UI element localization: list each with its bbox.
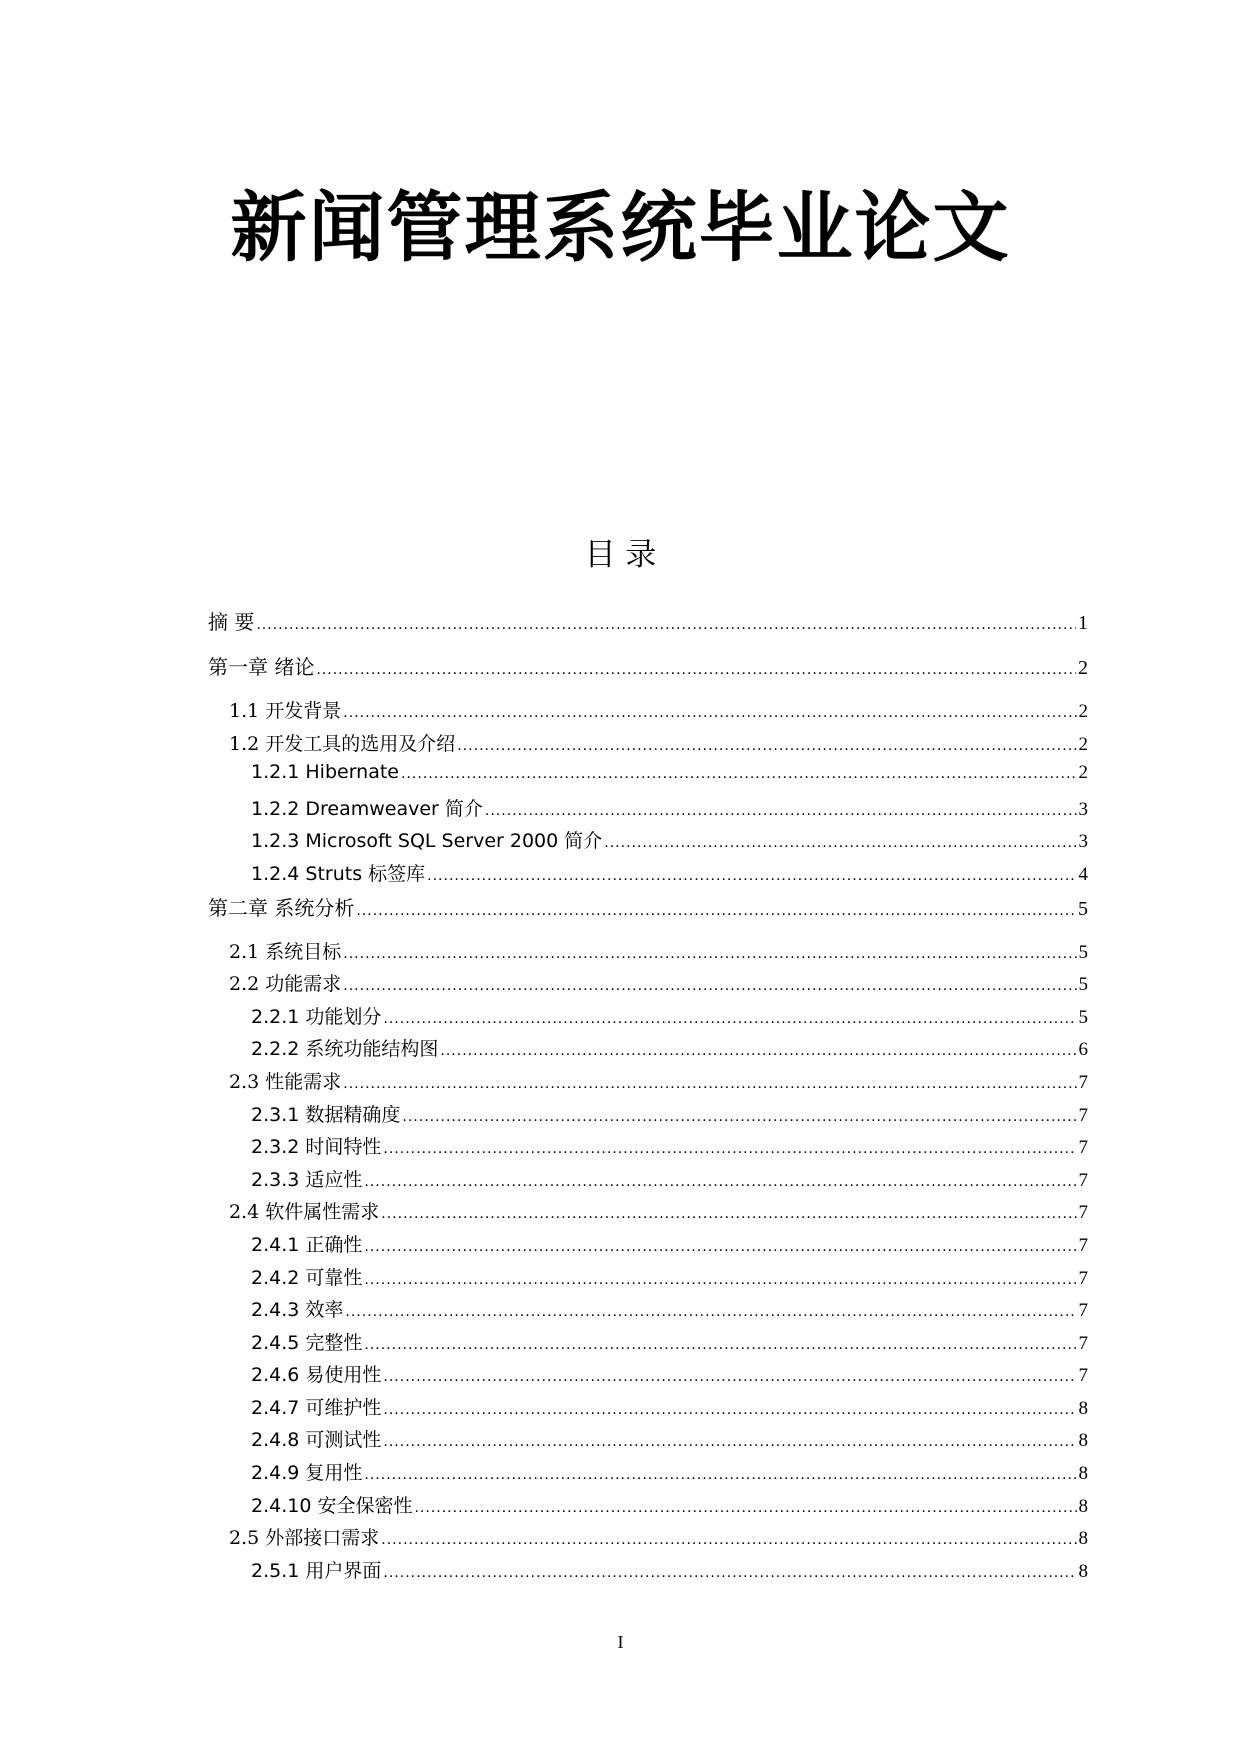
toc-leader-dots — [383, 1565, 1076, 1581]
toc-entry-page: 4 — [1078, 863, 1088, 885]
toc-heading: 目 录 — [584, 537, 657, 573]
toc-entry-label: 2.4 软件属性需求 — [229, 1201, 380, 1224]
toc-leader-dots — [256, 617, 1076, 633]
toc-entry[interactable] — [208, 1393, 1088, 1426]
toc-leader-dots — [364, 1467, 1076, 1483]
toc-entry[interactable] — [208, 1458, 1088, 1491]
toc-entry-label: 2.3 性能需求 — [229, 1070, 342, 1093]
toc-entry-label: 2.3.2 时间特性 — [251, 1136, 382, 1159]
toc-entry-label: 2.2.2 系统功能结构图 — [251, 1038, 439, 1061]
toc-entry-page: 8 — [1078, 1528, 1088, 1550]
toc-entry-page: 8 — [1078, 1430, 1088, 1452]
toc-leader-dots — [316, 662, 1076, 678]
toc-entry-page: 5 — [1078, 941, 1088, 963]
toc-entry[interactable] — [208, 1230, 1088, 1263]
toc-entry-label: 1.2.4 Struts 标签库 — [251, 862, 426, 885]
toc-entry[interactable] — [208, 1523, 1088, 1556]
toc-entry-label: 2.4.8 可测试性 — [251, 1429, 382, 1452]
toc-entry[interactable] — [208, 696, 1088, 729]
page-number: I — [617, 1632, 624, 1652]
toc-entry[interactable] — [208, 1425, 1088, 1458]
toc-entry[interactable] — [208, 1556, 1088, 1589]
toc-entry-label: 2.3.3 适应性 — [251, 1168, 363, 1191]
toc-entry-page: 7 — [1078, 1137, 1088, 1159]
toc-leader-dots — [364, 1174, 1076, 1190]
toc-entry[interactable] — [208, 969, 1088, 1002]
toc-entry[interactable] — [208, 937, 1088, 970]
toc-leader-dots — [402, 1109, 1076, 1125]
toc-entry-page: 5 — [1078, 974, 1088, 996]
toc-entry-page: 1 — [1078, 612, 1088, 634]
toc-leader-dots — [604, 835, 1076, 851]
toc-entry-label: 2.5 外部接口需求 — [229, 1527, 380, 1550]
toc-leader-dots — [485, 803, 1077, 819]
toc-entry-label: 2.4.10 安全保密性 — [251, 1494, 413, 1517]
toc-entry-label: 2.2 功能需求 — [229, 973, 342, 996]
toc-entry[interactable] — [208, 1360, 1088, 1393]
toc-entry-label: 2.4.9 复用性 — [251, 1462, 363, 1485]
toc-entry-label: 1.2.1 Hibernate — [251, 761, 400, 784]
toc-entry[interactable] — [208, 651, 1088, 696]
toc-leader-dots — [383, 1141, 1076, 1157]
toc-entry-label: 第一章 绪论 — [208, 655, 315, 679]
toc-entry[interactable] — [208, 1295, 1088, 1328]
toc-leader-dots — [343, 946, 1076, 962]
toc-entry[interactable] — [208, 1132, 1088, 1165]
toc-leader-dots — [440, 1043, 1076, 1059]
toc-entry[interactable] — [208, 1165, 1088, 1198]
toc-entry-page: 2 — [1078, 701, 1088, 722]
toc-entry-label: 第二章 系统分析 — [208, 895, 355, 920]
toc-entry-page: 7 — [1078, 1234, 1088, 1256]
table-of-contents — [208, 606, 1088, 1588]
toc-entry-label: 2.5.1 用户界面 — [251, 1559, 382, 1582]
toc-entry[interactable] — [208, 1034, 1088, 1067]
toc-entry-page: 7 — [1078, 1169, 1088, 1191]
toc-entry-page: 7 — [1078, 1071, 1088, 1093]
toc-entry-label: 摘 要 — [208, 610, 255, 634]
toc-leader-dots — [383, 1402, 1076, 1418]
toc-entry[interactable] — [208, 606, 1088, 651]
toc-entry-page: 5 — [1078, 897, 1088, 920]
toc-entry-page: 3 — [1078, 798, 1088, 820]
toc-entry-label: 2.3.1 数据精确度 — [251, 1103, 401, 1126]
toc-entry-page: 5 — [1078, 1006, 1088, 1028]
toc-entry-label: 2.4.1 正确性 — [251, 1233, 363, 1256]
toc-leader-dots — [345, 1304, 1076, 1320]
toc-entry-page: 7 — [1078, 1104, 1088, 1126]
toc-entry-page: 3 — [1078, 831, 1088, 853]
toc-leader-dots — [343, 978, 1076, 994]
toc-entry-page: 2 — [1078, 657, 1088, 679]
toc-entry[interactable] — [208, 1263, 1088, 1296]
toc-entry-page: 2 — [1078, 762, 1088, 784]
toc-entry-label: 2.2.1 功能划分 — [251, 1005, 382, 1028]
toc-entry-label: 2.4.5 完整性 — [251, 1331, 363, 1354]
toc-entry-page: 7 — [1078, 1365, 1088, 1387]
toc-leader-dots — [414, 1500, 1076, 1516]
document-title: 新闻管理系统毕业论文 — [230, 183, 1011, 272]
toc-leader-dots — [381, 1206, 1076, 1222]
toc-leader-dots — [383, 1011, 1076, 1027]
toc-entry-page: 8 — [1078, 1397, 1088, 1419]
toc-entry[interactable] — [208, 1197, 1088, 1230]
toc-entry[interactable] — [208, 729, 1088, 762]
toc-leader-dots — [364, 1272, 1076, 1288]
toc-leader-dots — [381, 1532, 1076, 1548]
toc-entry-page: 2 — [1078, 733, 1088, 755]
toc-leader-dots — [427, 868, 1076, 884]
toc-entry-label: 2.4.2 可靠性 — [251, 1266, 363, 1289]
toc-leader-dots — [401, 766, 1076, 782]
toc-entry-label: 1.2.3 Microsoft SQL Server 2000 简介 — [251, 830, 603, 853]
toc-entry-page: 8 — [1078, 1560, 1088, 1582]
toc-entry[interactable] — [208, 1491, 1088, 1524]
toc-leader-dots — [343, 705, 1076, 721]
toc-entry-page: 7 — [1078, 1332, 1088, 1354]
toc-entry-page: 8 — [1078, 1495, 1088, 1517]
toc-entry-label: 2.1 系统目标 — [229, 940, 342, 963]
toc-entry-page: 6 — [1078, 1039, 1088, 1061]
toc-entry-page: 7 — [1078, 1267, 1088, 1289]
toc-entry[interactable] — [208, 826, 1088, 859]
toc-entry-page: 7 — [1078, 1202, 1088, 1224]
toc-leader-dots — [364, 1239, 1076, 1255]
toc-entry[interactable] — [208, 859, 1088, 892]
toc-entry-label: 2.4.6 易使用性 — [251, 1364, 382, 1387]
toc-entry[interactable] — [208, 1067, 1088, 1100]
toc-leader-dots — [343, 1076, 1076, 1092]
toc-leader-dots — [356, 903, 1076, 919]
toc-entry-label: 1.2 开发工具的选用及介绍 — [229, 732, 456, 755]
toc-entry[interactable] — [208, 794, 1088, 827]
toc-entry-page: 7 — [1078, 1300, 1088, 1322]
toc-entry-label: 1.1 开发背景 — [229, 700, 342, 722]
toc-leader-dots — [383, 1369, 1076, 1385]
toc-leader-dots — [383, 1434, 1076, 1450]
toc-entry[interactable] — [208, 1100, 1088, 1133]
toc-entry[interactable] — [208, 1328, 1088, 1361]
toc-entry-label: 2.4.7 可维护性 — [251, 1396, 382, 1419]
toc-entry[interactable] — [208, 892, 1088, 937]
toc-entry-label: 2.4.3 效率 — [251, 1299, 344, 1322]
toc-entry-page: 8 — [1078, 1463, 1088, 1485]
toc-entry[interactable] — [208, 761, 1088, 794]
toc-entry-label: 1.2.2 Dreamweaver 简介 — [251, 797, 483, 820]
toc-leader-dots — [364, 1337, 1076, 1353]
toc-entry[interactable] — [208, 1002, 1088, 1035]
toc-leader-dots — [457, 738, 1076, 754]
